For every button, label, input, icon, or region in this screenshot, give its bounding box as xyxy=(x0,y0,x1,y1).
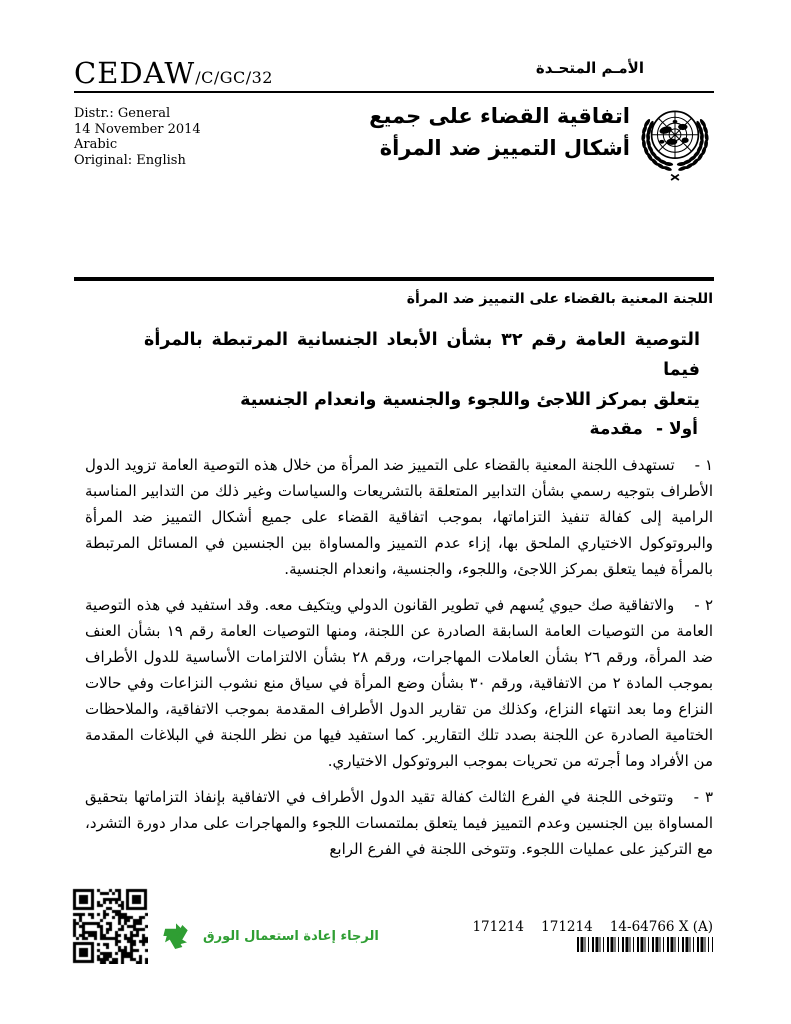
print-block xyxy=(472,919,713,952)
committee-name: اللجنة المعنية بالقضاء على التمييز ضد المرأة xyxy=(406,291,713,307)
distribution-block xyxy=(74,106,201,168)
paragraph-text: تستهدف اللجنة المعنية بالقضاء على التمييز ضد المرأة من خلال هذه التوصية العامة تزويد الدول الأطراف بتوجيه رسمي بشأن التدابير المتعلقة بالتشريعات والسياسات وغير ذلك من التدابير المناسبة الرامية إلى كفالة تنفيذ التزاماتها، بموجب اتفاقية القضاء على جميع أشكال التمييز ضد المرأة والبروتوكول الاختياري الملحق بها، إزاء عدم التمييز والمساواة بين الجنسين في المسائل المرتبطة بالمرأة فيما يتعلق بمركز اللاجئ، واللجوء، والجنسية، وانعدام الجنسية. xyxy=(85,456,713,578)
date-line: 14 November 2014 xyxy=(74,121,201,137)
paragraph-text: وتتوخى اللجنة في الفرع الثالث كفالة تقيد الدول الأطراف في الاتفاقية بإنفاذ التزاماتها بتحقيق المساواة بين الجنسين وعدم التمييز فيما يتعلق بملتمسات اللجوء والمهاجرات على مدار دورة التشرد، مع التركيز على عمليات اللجوء. وتتوخى اللجنة في الفرع الرابع xyxy=(85,788,713,858)
paragraph-number: ١ - xyxy=(694,456,713,474)
original-line: Original: English xyxy=(74,152,186,168)
section-title: مقدمة xyxy=(589,419,643,439)
un-name-arabic: الأمـم المتحـدة xyxy=(535,59,644,77)
paragraph xyxy=(85,784,713,862)
recycle-notice xyxy=(157,917,379,955)
paragraph xyxy=(85,452,713,582)
section-heading xyxy=(590,419,698,439)
distr-line: Distr.: General xyxy=(74,106,171,121)
print-codes: 171214 171214 14-64766 X (A) xyxy=(472,919,713,935)
paragraph-text: والاتفاقية صك حيوي يُسهم في تطوير القانون الدولي ويتكيف معه. وقد استفيد في هذه التوصية العامة من التوصيات العامة السابقة الصادرة عن اللجنة، ومنها التوصيات العامة رقم ١٩ بشأن العنف ضد المرأة، ورقم ٢٦ بشأن العاملات المهاجرات، ورقم ٢٨ بشأن الالتزامات الأساسية للدول الأطراف بموجب المادة ٢ من الاتفاقية، ورقم ٣٠ بشأن وضع المرأة في سياق منع نشوب النزاعات وفي حالات النزاع وما بعد انتهاء النزاع، وكذلك من تقارير الدول الأطراف المقدمة بموجب الاتفاقية، والملاحظات الختامية الصادرة عن اللجنة بصدد تلك التقارير. كما استفيد فيها من نظر اللجنة في البلاغات المقدمة من الأفراد وما أجرته من تحريات بموجب البروتوكول الاختياري. xyxy=(85,596,714,770)
doc-symbol-main: CEDAW xyxy=(74,56,196,90)
recycle-icon xyxy=(157,917,195,955)
qr-code xyxy=(72,888,148,964)
masthead-title-line2: أشكال التمييز ضد المرأة xyxy=(379,136,630,160)
un-emblem-icon xyxy=(636,99,714,183)
section-divider-rule xyxy=(74,277,714,281)
document-title-line1: التوصية العامة رقم ٣٢ بشأن الأبعاد الجنسانية المرتبطة بالمرأة فيما xyxy=(144,330,700,380)
doc-symbol-suffix: /C/GC/32 xyxy=(195,68,273,87)
document-title xyxy=(144,325,700,415)
document-title-line2: يتعلق بمركز اللاجئ واللجوء والجنسية وانعدام الجنسية xyxy=(240,390,700,410)
doc-symbol xyxy=(74,56,273,90)
paragraph xyxy=(85,592,713,774)
section-number: أولا - xyxy=(655,419,698,439)
paragraph-number: ٣ - xyxy=(693,788,714,806)
language-line: Arabic xyxy=(74,137,118,152)
header-rule xyxy=(74,91,714,93)
paragraph-number: ٢ - xyxy=(694,596,714,614)
body-paragraphs xyxy=(85,452,713,872)
masthead-title-line1: اتفاقية القضاء على جميع xyxy=(369,104,630,128)
recycle-label: الرجاء إعادة استعمال الورق xyxy=(203,928,379,944)
masthead-title xyxy=(369,100,630,164)
barcode xyxy=(577,937,713,952)
